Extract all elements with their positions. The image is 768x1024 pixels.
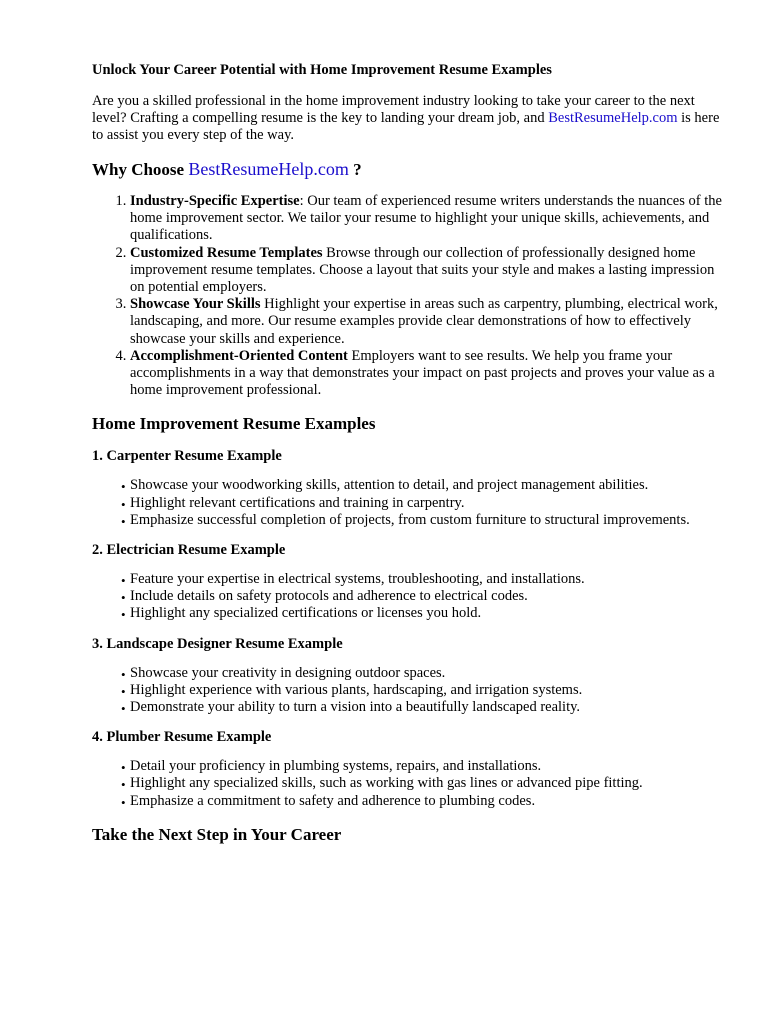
why-item [130, 245, 722, 297]
intro-text-before: Are you a skilled professional in the home improvement industry looking to take your career to the next level? Crafting a compelling resume is the key to landing your dream job, and [92, 93, 695, 126]
plumber-section-title: 4. Plumber Resume Example [92, 729, 272, 746]
why-heading-suffix: ? [348, 160, 362, 179]
why-choose-heading [92, 158, 722, 181]
list-item: • Highlight any specialized certifications or licenses you hold. [130, 605, 722, 622]
why-item-title: Showcase Your Skills [130, 296, 261, 313]
intro-paragraph [92, 93, 722, 144]
why-item-title: Accomplishment-Oriented Content [130, 347, 348, 364]
why-item-text: Employers want to see results. We help you frame your accomplishments in a way that demonstrates your impact on past projects and proves your value as a home improvement professional. [130, 347, 715, 399]
carpenter-bullets [92, 477, 722, 529]
why-choose-list [92, 193, 722, 399]
list-item: • Showcase your woodworking skills, attention to detail, and project management abilities. [130, 477, 722, 494]
list-item: • Include details on safety protocols and adherence to electrical codes. [130, 588, 722, 605]
why-item [130, 296, 722, 348]
why-item-text: Browse through our collection of professionally designed home improvement resume templates. Choose a layout that suits your style and makes a lasting impression on potential employers. [130, 244, 715, 296]
landscape-section-title: 3. Landscape Designer Resume Example [92, 635, 343, 652]
why-heading-prefix: Why Choose [92, 160, 189, 179]
list-item: • Emphasize successful completion of projects, from custom furniture to structural improvements. [130, 512, 722, 529]
examples-heading: Home Improvement Resume Examples [92, 414, 376, 434]
intro-site-link[interactable]: BestResumeHelp.com [548, 110, 678, 126]
why-item-title: Industry-Specific Expertise [130, 193, 300, 209]
list-item: • Emphasize a commitment to safety and adherence to plumbing codes. [130, 793, 722, 810]
list-item: • Highlight any specialized skills, such as working with gas lines or advanced pipe fitting. [130, 775, 722, 792]
list-item: • Highlight relevant certifications and training in carpentry. [130, 495, 722, 512]
why-item [130, 348, 722, 400]
why-item-text: Highlight your expertise in areas such as carpentry, plumbing, electrical work, landscaping, and more. Our resume examples provide clear demonstrations of how to effectively showcase your skills and experience. [130, 296, 718, 347]
list-item: • Highlight experience with various plants, hardscaping, and irrigation systems. [130, 682, 722, 699]
electrician-bullets [92, 571, 722, 623]
why-item-text: : Our team of experienced resume writers understands the nuances of the home improvement sector. We tailor your resume to highlight your unique skills, achievements, and qualifications. [130, 193, 722, 244]
landscape-bullets [92, 665, 722, 717]
plumber-bullets [92, 758, 722, 810]
list-item: • Feature your expertise in electrical systems, troubleshooting, and installations. [130, 571, 722, 588]
electrician-section-title: 2. Electrician Resume Example [92, 542, 286, 559]
page-title: Unlock Your Career Potential with Home Improvement Resume Examples [92, 62, 552, 78]
list-item: • Demonstrate your ability to turn a vision into a beautifully landscaped reality. [130, 699, 722, 716]
list-item: • Showcase your creativity in designing outdoor spaces. [130, 665, 722, 682]
intro-text-after: is here to assist you every step of the way. [92, 110, 720, 143]
next-step-heading: Take the Next Step in Your Career [92, 824, 342, 844]
carpenter-section-title: 1. Carpenter Resume Example [92, 448, 282, 465]
list-item: • Detail your proficiency in plumbing systems, repairs, and installations. [130, 758, 722, 775]
document-content [92, 61, 722, 846]
why-heading-link[interactable]: BestResumeHelp.com [188, 159, 349, 179]
why-item [130, 193, 722, 245]
why-item-title: Customized Resume Templates [130, 244, 323, 261]
